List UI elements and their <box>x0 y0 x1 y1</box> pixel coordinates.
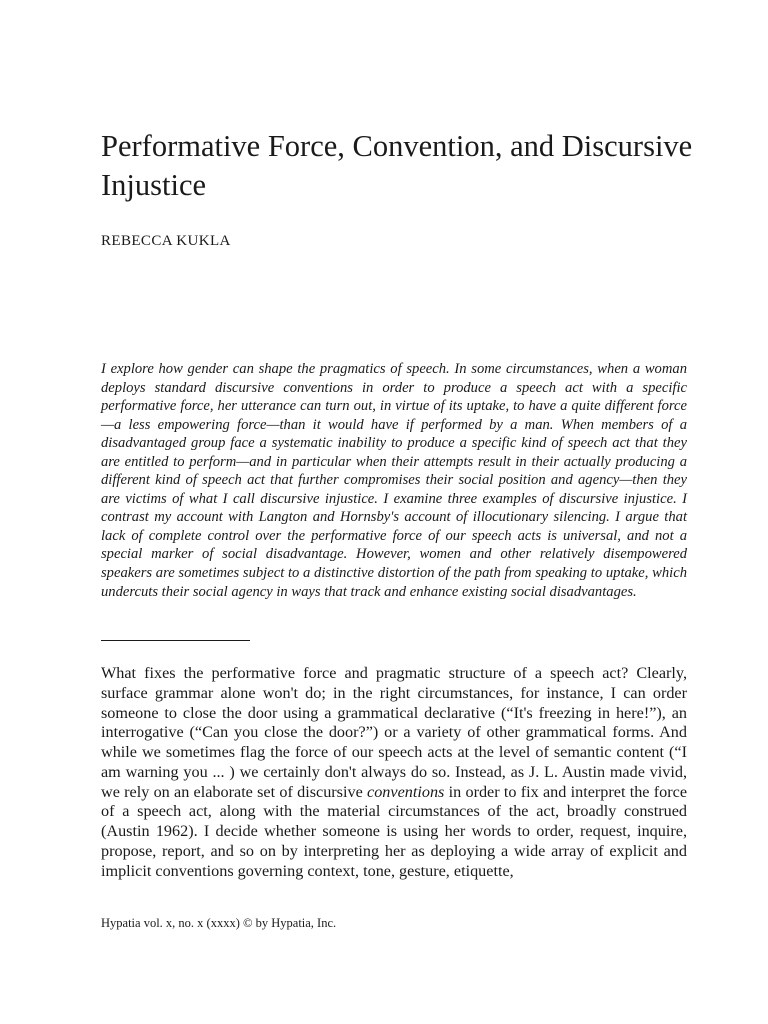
journal-footer: Hypatia vol. x, no. x (xxxx) © by Hypatia, Inc. <box>101 916 337 930</box>
body-text-part: What fixes the performative force and pragmatic structure of a speech act? Clearly, surface grammar alone won't do; in the right circumstances, for instance, I can order someone to close the door using a grammatical declarative (“It's freezing in here!”), an interrogative (“Can you close the door?”) or a variety of other grammatical forms. And while we sometimes flag the force of our speech acts at the level of semantic content (“I am warning you ... ) we certainly don't always do so. Instead, as J. L. Austin made vivid, we rely on an elaborate set of discursive <box>101 664 687 801</box>
abstract: I explore how gender can shape the pragmatics of speech. In some circumstances, when a woman deploys standard discursive conventions in order to produce a speech act with a specific performative force, her utterance can turn out, in virtue of its uptake, to have a quite different force—a less empowering force—than it would have if performed by a man. When members of a disadvantaged group face a systematic inability to produce a specific kind of speech act that they are entitled to perform—and in particular when their attempts result in their actually producing a different kind of speech act that further compromises their social position and agency—then they are victims of what I call discursive injustice. I examine three examples of discursive injustice. I contrast my account with Langton and Hornsby's account of illocutionary silencing. I argue that lack of complete control over the performative force of our speech acts is universal, and not a special marker of social disadvantage. However, women and other relatively disempowered speakers are sometimes subject to a distinctive distortion of the path from speaking to uptake, which undercuts their social agency in ways that track and enhance existing social disadvantages. <box>101 361 687 600</box>
author-name: REBECCA KUKLA <box>101 233 231 249</box>
section-divider <box>101 640 250 641</box>
body-text-part: in order to fix and interpret the force of a speech act, along with the material circumstances of the act, broadly construed (Austin 1962). I decide whether someone is using her words to order, request, inquire, propose, report, and so on by interpreting her as deploying a wide array of explicit and implicit conventions governing context, tone, gesture, etiquette, <box>101 782 688 880</box>
article-title: Performative Force, Convention, and Discursive Injustice <box>101 129 693 202</box>
emphasized-term: conventions <box>367 782 445 801</box>
body-paragraph <box>101 664 687 881</box>
